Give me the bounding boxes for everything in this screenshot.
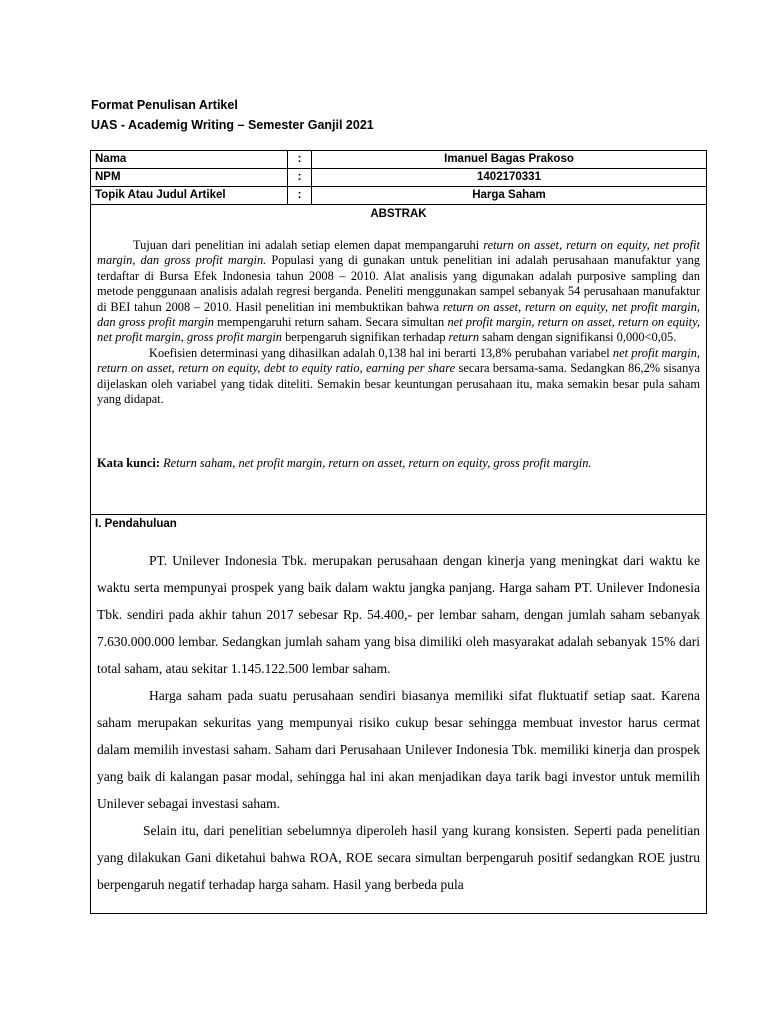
abstract-paragraph-2	[97, 346, 700, 408]
meta-value: Harga Saham	[312, 187, 707, 205]
italic-term: return on asset, return on equity, net profit margin, dan gross profit margin.	[97, 238, 700, 268]
meta-row-npm	[91, 169, 707, 187]
section-title: I. Pendahuluan	[95, 518, 177, 530]
italic-term: return on asset, return on equity, net profit margin, dan gross profit margin	[97, 299, 700, 330]
text-run: Populasi yang di gunakan untuk penelitian ini adalah perusahaan manufaktur yang terdaftar di Bursa Efek Indonesia tahun 2008 – 2010. Alat analisis yang digunakan adalah purposive sampling dan metode penggunaan analisis adalah regresi berganda. Peneliti menggunakan sampel sebanyak 54 perusahaan manufaktur di BEI tahun 2008 – 2010. Hasil penelitian ini membuktikan bahwa	[97, 253, 701, 314]
intro-paragraph: Harga saham pada suatu perusahaan sendiri biasanya memiliki sifat fluktuatif setiap saat. Karena saham merupakan sekuritas yang mempunyai risiko cukup besar sehingga membuat investor harus cermat dalam memilih investasi saham. Saham dari Perusahaan Unilever Indonesia Tbk. memiliki kinerja dan prospek yang baik di kalangan pasar modal, sehingga hal ini akan menjadikan daya tarik bagi investor untuk memilih Unilever sebagai investasi saham.	[97, 688, 700, 811]
text-run: berpengaruh signifikan terhadap	[281, 330, 449, 345]
article-form-table	[90, 150, 707, 914]
meta-label: Nama	[91, 151, 288, 169]
intro-paragraph: Selain itu, dari penelitian sebelumnya diperoleh hasil yang kurang konsisten. Seperti pada penelitian yang dilakukan Gani diketahui bahwa ROA, ROE secara simultan berpengaruh positif sedangkan ROE justru berpengaruh negatif terhadap harga saham. Hasil yang berbeda pula	[97, 823, 700, 892]
abstract-paragraph-1	[97, 238, 700, 346]
italic-term: net profit margin, return on asset, return on equity, debt to equity ratio, earning per share	[97, 345, 700, 376]
text-run: secara bersama-sama. Sedangkan 86,2% sisanya dijelaskan oleh variabel yang tidak diteliti. Semakin besar keuntungan perusahaan itu, maka semakin besar pula saham yang didapat.	[97, 361, 700, 407]
meta-row-nama	[91, 151, 707, 169]
document-header	[91, 95, 374, 135]
meta-value: Imanuel Bagas Prakoso	[312, 151, 707, 169]
text-run: mempengaruhi return saham. Secara simultan	[213, 315, 448, 330]
meta-colon: :	[288, 169, 312, 187]
meta-colon: :	[288, 187, 312, 205]
keywords-line	[97, 455, 700, 471]
header-line-1: Format Penulisan Artikel	[91, 98, 238, 112]
abstract-row	[91, 205, 707, 515]
italic-term: net profit margin, return on asset, return on equity, net profit margin, gross profit margin	[97, 315, 700, 345]
italic-term: return	[448, 330, 480, 345]
meta-label: NPM	[91, 169, 288, 187]
intro-row	[91, 515, 707, 914]
text-run: saham dengan signifikansi 0,000<0,05.	[479, 330, 677, 345]
keywords-label: Kata kunci:	[97, 456, 160, 471]
abstract-title: ABSTRAK	[370, 208, 427, 220]
meta-value: 1402170331	[312, 169, 707, 187]
keywords-text: Return saham, net profit margin, return on asset, return on equity, gross profit margin.	[163, 456, 592, 471]
header-line-2: UAS - Academig Writing – Semester Ganjil 2021	[91, 118, 374, 132]
meta-label: Topik Atau Judul Artikel	[91, 187, 288, 205]
meta-row-topik	[91, 187, 707, 205]
text-run: Koefisien determinasi yang dihasilkan adalah 0,138 hal ini berarti 13,8% perubahan variabel	[149, 345, 613, 360]
meta-colon: :	[288, 151, 312, 169]
intro-paragraph: PT. Unilever Indonesia Tbk. merupakan perusahaan dengan kinerja yang meningkat dari waktu ke waktu serta mempunyai prospek yang baik dalam waktu jangka panjang. Harga saham PT. Unilever Indonesia Tbk. sendiri pada akhir tahun 2017 sebesar Rp. 54.400,- per lembar saham, dengan jumlah saham sebanyak 7.630.000.000 lembar. Sedangkan jumlah saham yang bisa dimiliki oleh masyarakat adalah sebanyak 15% dari total saham, atau sekitar 1.145.122.500 lembar saham.	[97, 553, 700, 676]
text-run: Tujuan dari penelitian ini adalah setiap elemen dapat mempangaruhi	[133, 238, 484, 252]
